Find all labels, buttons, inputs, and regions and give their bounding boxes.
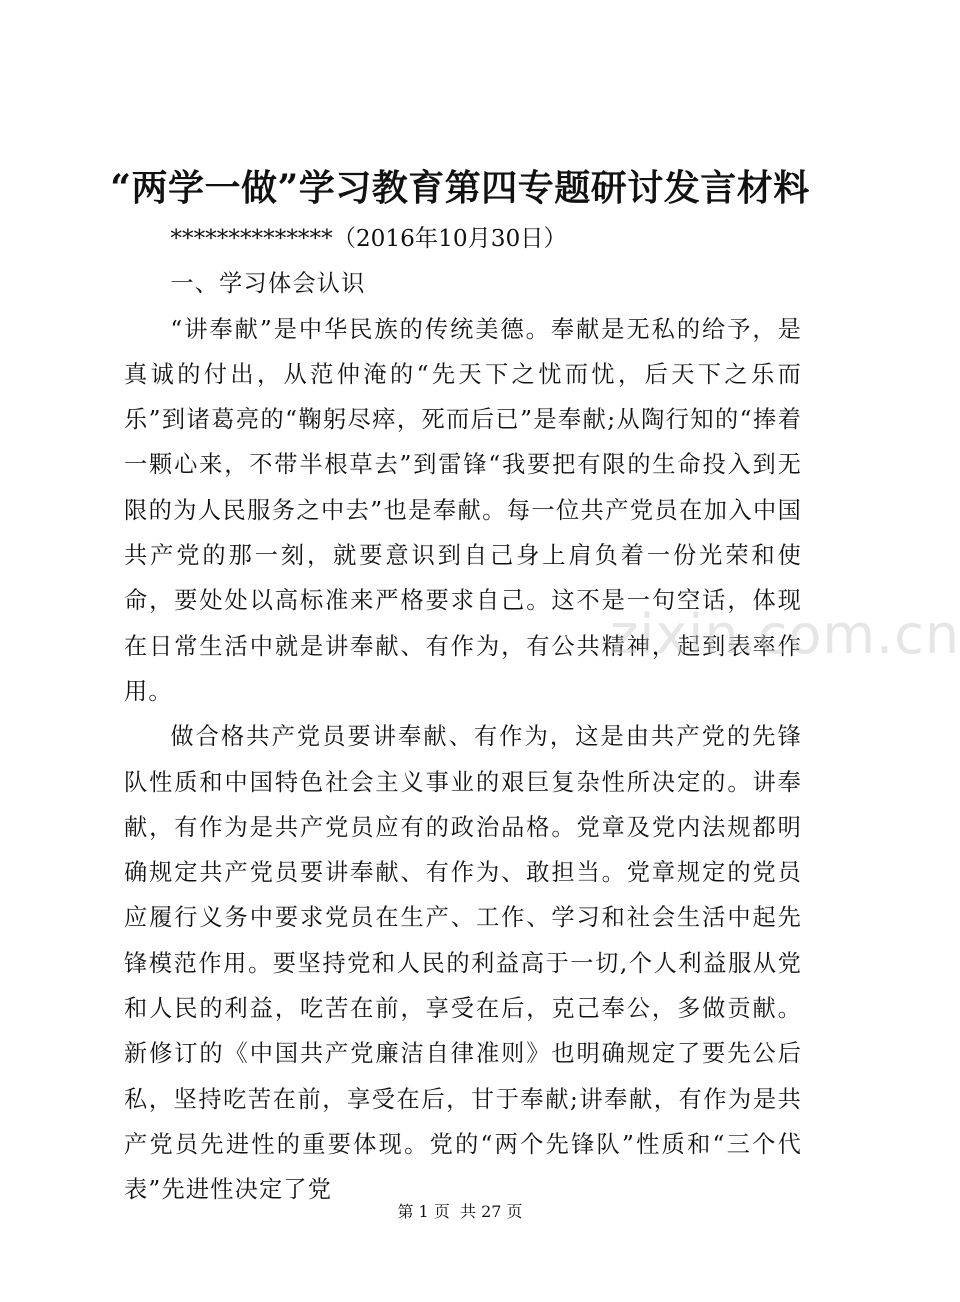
document-body xyxy=(124,216,802,1213)
page-number-label: 第 1 页 共 27 页 xyxy=(397,1202,523,1221)
section-heading: 一、学习体会认识 xyxy=(170,270,366,298)
body-paragraph: 做合格共产党员要讲奉献、有作为，这是由共产党的先锋队性质和中国特色社会主义事业的艰巨复杂性所决定的。讲奉献，有作为是共产党员应有的政治品格。党章及党内法规都明确规定共产党员要讲奉献、有作为、敢担当。党章规定的党员应履行义务中要求党员在生产、工作、学习和社会生活中起先锋模范作用。要坚持党和人民的利益高于一切,个人利益服从党和人民的利益，吃苦在前，享受在后，克己奉公，多做贡献。新修订的《中国共产党廉洁自律准则》也明确规定了要先公后私，坚持吃苦在前，享受在后，甘于奉献;讲奉献，有作为是共产党员先进性的重要体现。党的“两个先锋队”性质和“三个代表”先进性决定了党 xyxy=(124,723,802,1204)
document-title: “两学一做”学习教育第四专题研讨发言材料 xyxy=(110,167,810,209)
watermark: zixin.com.cn xyxy=(610,603,960,666)
page-footer xyxy=(0,1198,920,1226)
body-paragraph: “讲奉献”是中华民族的传统美德。奉献是无私的给予，是真诚的付出，从范仲淹的“先天下之忧而忧，后天下之乐而乐”到诸葛亮的“鞠躬尽瘁，死而后已”是奉献;从陶行知的“捧着一颗心来，不带半根草去”到雷锋“我要把有限的生命投入到无限的为人民服务之中去”也是奉献。每一位共产党员在加入中国共产党的那一刻，就要意识到自己身上肩负着一份光荣和使命，要处处以高标准来严格要求自己。这不是一句空话，体现在日常生活中就是讲奉献、有作为，有公共精神，起到表率作用。 xyxy=(124,315,802,705)
author-date-line: **************（2016年10月30日） xyxy=(170,225,567,252)
